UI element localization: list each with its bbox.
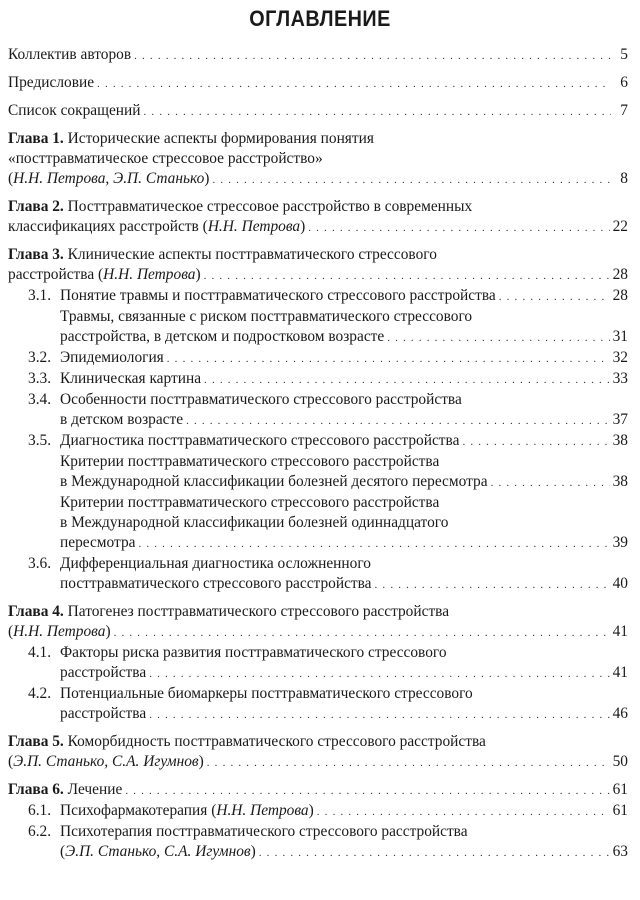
page-number: 39 [612,534,628,551]
toc-entry-chapter-2[interactable]: Глава 2. Посттравматическое стрессовое расстройство в современных классификациях расстройств (Н.Н. Петрова) . . . 22 [8,197,628,238]
toc-section-6-2[interactable]: 6.2. Психотерапия посттравматического стрессового расстройства (Э.П. Станько, С.А. Игумнов) . . . 63 [8,822,628,863]
page-number: 6 [620,74,628,91]
toc-section-3-5[interactable]: 3.5. Диагностика посттравматического стрессового расстройства . . . 38 [8,431,628,452]
section-authors: Н.Н. Петрова [216,802,309,819]
chapter-label: Глава 3. [8,246,64,263]
toc-section-3-2[interactable]: 3.2. Эпидемиология . . . 32 [8,348,628,369]
toc-entry-authors-collective[interactable]: Коллектив авторов . . . 5 [8,45,628,66]
chapter-4-heading[interactable]: Глава 4. Патогенез посттравматического стрессового расстройства (Н.Н. Петрова) . . . 41 [8,602,628,643]
page-number: 38 [612,473,628,490]
page-number: 46 [612,705,628,722]
chapter-authors: Н.Н. Петрова [207,218,301,235]
chapter-authors: Э.П. Станько, С.А. Игумнов [13,753,199,770]
section-authors: Э.П. Станько, С.А. Игумнов [65,843,251,860]
toc-subsection-3-1-trauma-childhood[interactable]: Травмы, связанные с риском посттравматического стрессового расстройства, в детском и подростковом возрасте . . . 31 [8,307,628,348]
toc-section-3-1[interactable]: 3.1. Понятие травмы и посттравматического стрессового расстройства . . . 28 [8,286,628,307]
chapter-6-heading[interactable]: Глава 6. Лечение . . . 61 [8,780,628,801]
toc-section-3-3[interactable]: 3.3. Клиническая картина . . . 33 [8,369,628,390]
page-number: 7 [620,102,628,119]
page-number: 28 [612,266,628,283]
toc-subsection-3-5-icd11[interactable]: Критерии посттравматического стрессового расстройства в Международной классификации болезней одиннадцатого пересмотра . . . 39 [8,493,628,554]
toc-section-4-2[interactable]: 4.2. Потенциальные биомаркеры посттравматического стрессового расстройства . . . 46 [8,684,628,725]
chapter-3-heading[interactable]: Глава 3. Клинические аспекты посттравматического стрессового расстройства (Н.Н. Петрова) . . . 28 [8,245,628,286]
page-number: 41 [612,623,628,640]
toc-entry-chapter-3 [8,245,628,595]
page-number: 37 [612,411,628,428]
page-number: 41 [612,664,628,681]
page-number: 22 [612,218,628,235]
toc-entry-abbreviations[interactable]: Список сокращений . . . 7 [8,101,628,122]
toc-subsection-3-5-icd10[interactable]: Критерии посттравматического стрессового расстройства в Международной классификации болезней десятого пересмотра . . . 38 [8,452,628,493]
chapter-label: Глава 1. [8,130,64,147]
toc-entry-chapter-6 [8,780,628,863]
chapter-label: Глава 5. [8,733,64,750]
page-number: 5 [620,46,628,63]
page-number: 28 [612,287,628,304]
page-number: 40 [612,575,628,592]
chapter-authors: Н.Н. Петрова [103,266,196,283]
page-number: 38 [612,432,628,449]
toc-section-4-1[interactable]: 4.1. Факторы риска развития посттравматического стрессового расстройства . . . 41 [8,643,628,684]
page-number: 8 [620,170,628,187]
chapter-authors: Н.Н. Петрова, Э.П. Станько [13,170,205,187]
chapter-label: Глава 2. [8,198,64,215]
page-number: 33 [612,370,628,387]
chapter-label: Глава 6. [8,781,64,798]
chapter-authors: Н.Н. Петрова [13,623,106,640]
chapter-label: Глава 4. [8,603,64,620]
page-number: 50 [612,753,628,770]
toc-section-3-4[interactable]: 3.4. Особенности посттравматического стрессового расстройства в детском возрасте . . . 37 [8,390,628,431]
toc-entry-preface[interactable]: Предисловие . . . 6 [8,73,628,94]
page-number: 61 [612,781,628,798]
page-number: 31 [612,328,628,345]
toc-section-6-1[interactable]: 6.1. Психофармакотерапия (Н.Н. Петрова) . . . 61 [8,801,628,822]
page-number: 61 [612,802,628,819]
table-of-contents [8,45,628,870]
toc-entry-chapter-1[interactable]: Глава 1. Исторические аспекты формирования понятия «посттравматическое стрессовое расстройство» (Н.Н. Петрова, Э.П. Станько) . . . 8 [8,129,628,190]
page-title: ОГЛАВЛЕНИЕ [249,6,391,31]
page-number: 63 [612,843,628,860]
toc-entry-chapter-5[interactable]: Глава 5. Коморбидность посттравматического стрессового расстройства (Э.П. Станько, С.А. Игумнов) . . . 50 [8,732,628,773]
toc-entry-chapter-4 [8,602,628,725]
page-number: 32 [612,349,628,366]
toc-section-3-6[interactable]: 3.6. Дифференциальная диагностика осложненного посттравматического стрессового расстройства . . . 40 [8,554,628,595]
